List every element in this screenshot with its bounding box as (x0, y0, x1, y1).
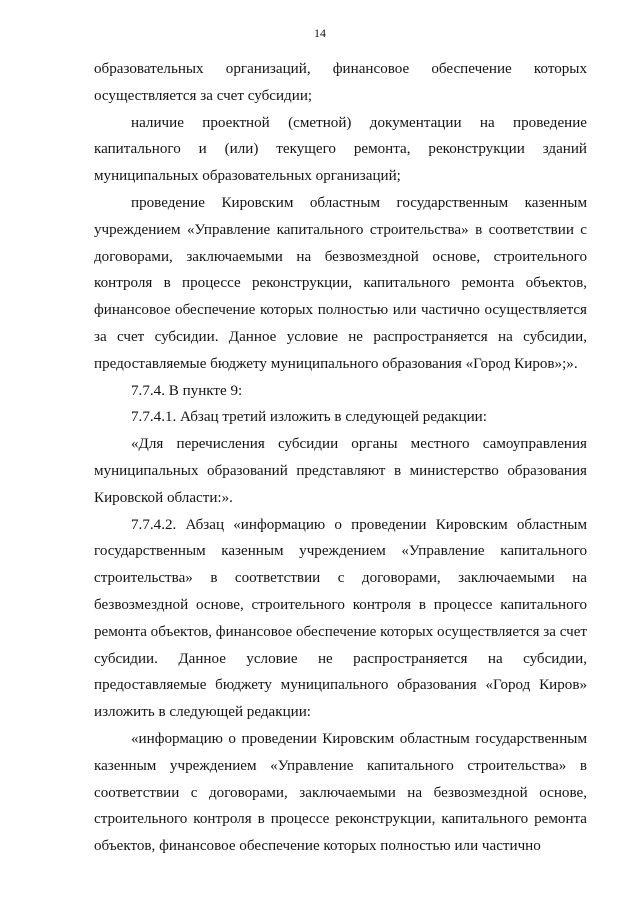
paragraph-design-documentation: наличие проектной (сметной) документации на проведение капитального и (или) текущего ремонта, реконструкции зданий муниципальных образовательных организаций; (94, 114, 587, 185)
document-body (94, 56, 587, 860)
page-number: 14 (314, 26, 326, 40)
paragraph-quoted-subsidy-transfer: «Для перечисления субсидии органы местного самоуправления муниципальных образований представляют в министерство образования Кировской области:». (94, 436, 587, 506)
paragraph-construction-control: проведение Кировским областным государственным казенным учреждением «Управление капитального строительства» в соответствии с договорами, заключаемыми на безвозмездной основе, строительного контроля в процессе реконструкции, капитального ремонта объектов, финансовое обеспечение которых полностью или частично осуществляется за счет субсидии. Данное условие не распространяется на субсидии, предоставляемые бюджету муниципального образования «Город Киров»;». (94, 194, 587, 372)
paragraph-item-7-7-4: 7.7.4. В пункте 9: (131, 382, 243, 399)
paragraph-item-7-7-4-2: 7.7.4.2. Абзац «информацию о проведении Кировским областным государственным казенным учреждением «Управление капитального строительства» в соответствии с договорами, заключаемыми на безвозмездной основе, строительного контроля в процессе капитального ремонта объектов, финансовое обеспечение которых осуществляется за счет субсидии. Данное условие не распространяется на субсидии, предоставляемые бюджету муниципального образования «Город Киров» изложить в следующей редакции: (94, 516, 587, 721)
paragraph-continuation: образовательных организаций, финансовое обеспечение которых осуществляется за счет субсидии; (94, 61, 587, 104)
paragraph-item-7-7-4-1: 7.7.4.1. Абзац третий изложить в следующей редакции: (131, 409, 487, 426)
paragraph-quoted-new-wording: «информацию о проведении Кировским областным государственным казенным учреждением «Управление капитального строительства» в соответствии с договорами, заключаемыми на безвозмездной основе, строительного контроля в процессе реконструкции, капитального ремонта объектов, финансовое обеспечение которых полностью или частично (94, 730, 587, 855)
